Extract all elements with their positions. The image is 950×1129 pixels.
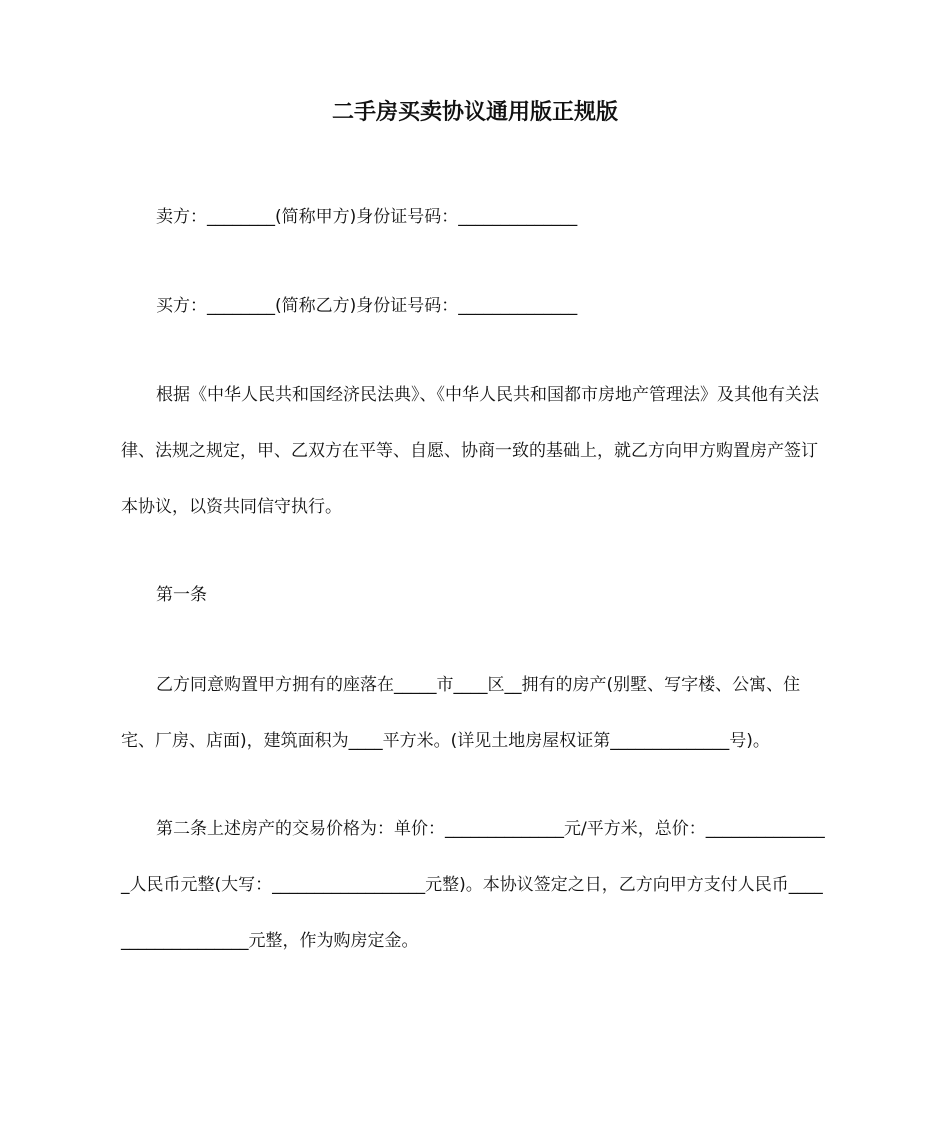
buyer-line-text: 买方：________(简称乙方)身份证号码：______________ <box>156 296 578 316</box>
article1-paragraph-text: 乙方同意购置甲方拥有的座落在_____市____区__拥有的房产(别墅、写字楼、公寓、住宅、厂房、店面)，建筑面积为____平方米。(详见土地房屋权证第______________号)。 <box>121 675 801 751</box>
basis-paragraph-text: 根据《中华人民共和国经济民法典》、《中华人民共和国都市房地产管理法》及其他有关法律、法规之规定，甲、乙双方在平等、自愿、协商一致的基础上，就乙方向甲方购置房产签订本协议，以资共同信守执行。 <box>121 385 819 517</box>
article1-heading <box>121 567 831 623</box>
buyer-line <box>121 278 831 334</box>
document-title: 二手房买卖协议通用版正规版 <box>331 100 618 125</box>
article1-paragraph <box>121 657 831 769</box>
seller-line-text: 卖方：________(简称甲方)身份证号码：______________ <box>156 207 578 227</box>
article2-paragraph <box>121 801 831 969</box>
basis-paragraph <box>121 367 831 535</box>
seller-line <box>121 189 831 245</box>
article2-paragraph-text: 第二条上述房产的交易价格为：单价：______________元/平方米，总价：_______________人民币元整(大写：__________________元整)。本协议签定之日，乙方向甲方支付人民币___________________元整，作为购房定金。 <box>121 819 825 951</box>
article1-heading-text: 第一条 <box>156 585 207 605</box>
